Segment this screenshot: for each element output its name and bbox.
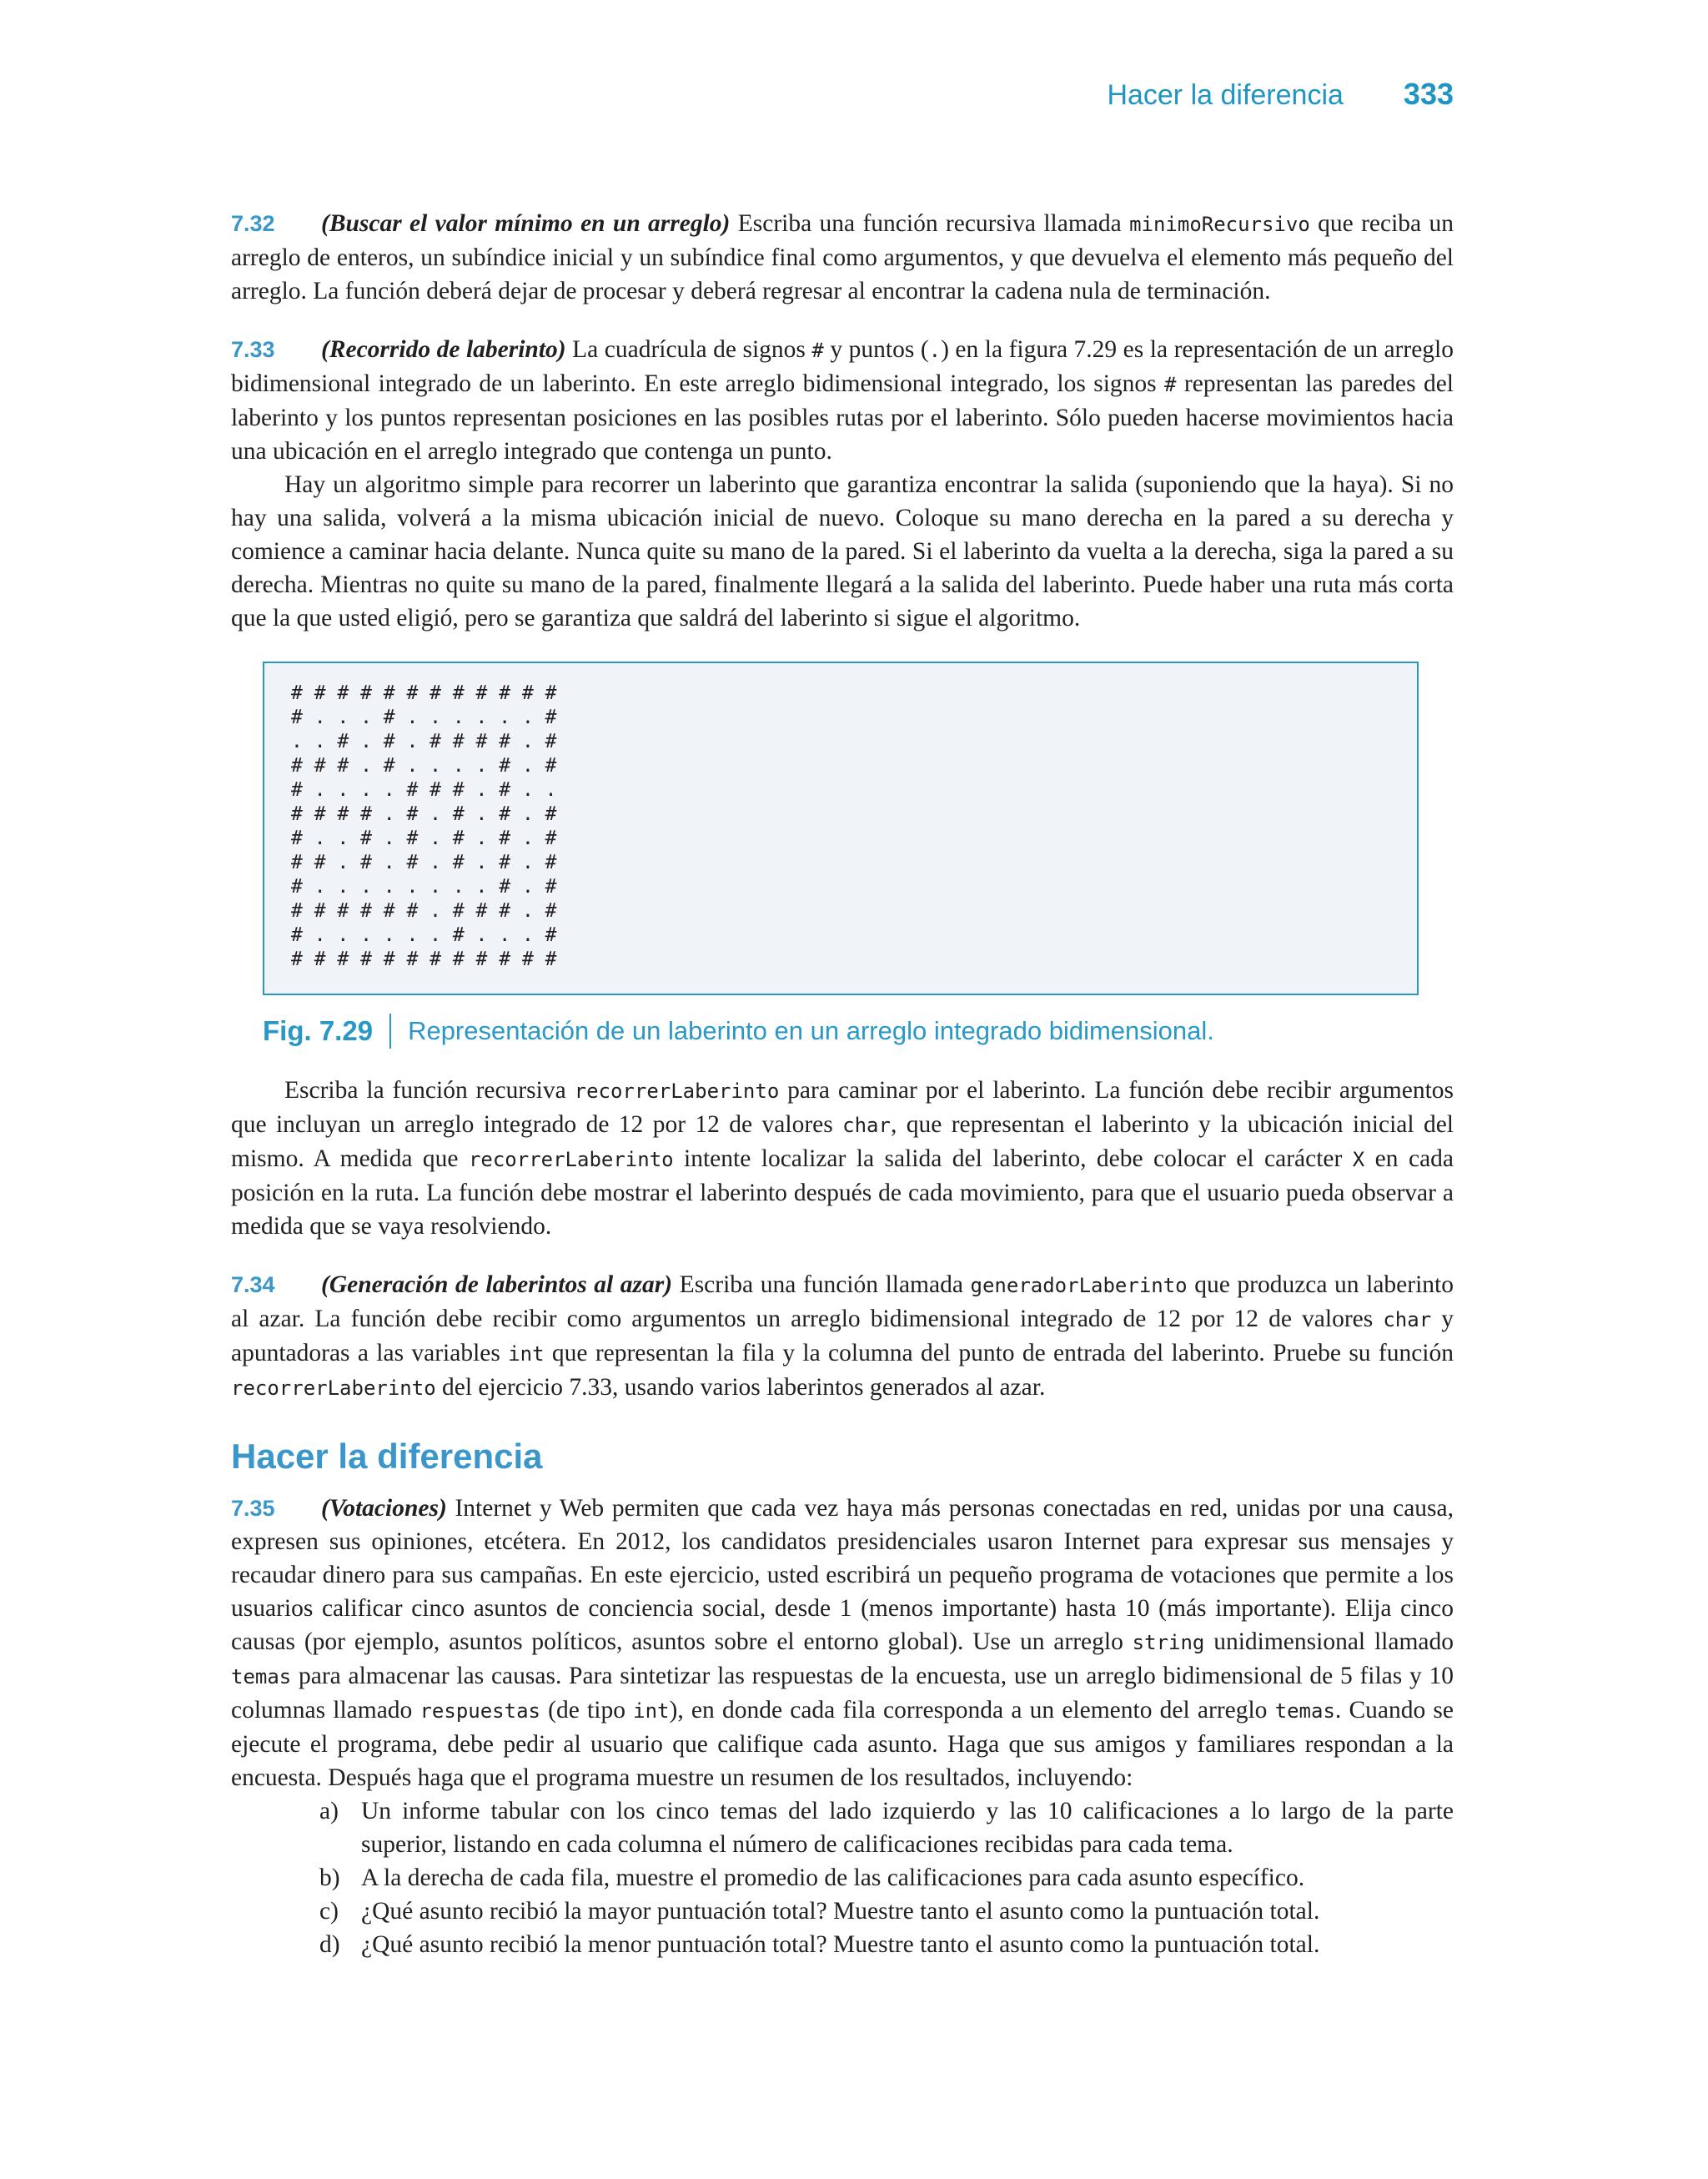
list-item-text: ¿Qué asunto recibió la menor puntuación total? Muestre tanto el asunto como la puntuación total. bbox=[361, 1931, 1320, 1958]
maze-row: # . . . . . . . . # . # bbox=[291, 876, 557, 898]
list-item-label: b) bbox=[319, 1864, 340, 1891]
exercise-text: La cuadrícula de signos bbox=[565, 336, 812, 363]
exercise-number: 7.35 bbox=[231, 1496, 275, 1521]
exercise-title: (Recorrido de laberinto) bbox=[321, 336, 566, 363]
maze-row: # . . . # . . . . . . # bbox=[291, 707, 557, 728]
list-item bbox=[319, 1928, 1454, 1961]
list-item-text: ¿Qué asunto recibió la mayor puntuación total? Muestre tanto el asunto como la puntuación total. bbox=[361, 1898, 1320, 1925]
exercise-text: que representan la fila y la columna del punto de entrada del laberinto. Pruebe su función bbox=[544, 1340, 1454, 1366]
code-inline: generadorLaberinto bbox=[970, 1274, 1188, 1297]
exercise-7-33-paragraph-2: Hay un algoritmo simple para recorrer un laberinto que garantiza encontrar la salida (suponiendo que la haya). Si no hay una salida, volverá a la misma ubicación inicial de nuevo. Coloque su mano derecha en la pared a su derecha y comience a caminar hacia delante. Nunca quite su mano de la pared. Si el laberinto da vuelta a la derecha, siga la pared a su derecha. Mientras no quite su mano de la pared, finalmente llegará a la salida del laberinto. Puede haber una ruta más corta que la que usted eligió, pero se garantiza que saldrá del laberinto si sigue el algoritmo. bbox=[231, 471, 1454, 632]
maze-row: # # # # # # # # # # # # bbox=[291, 949, 557, 970]
code-inline: string bbox=[1132, 1631, 1205, 1654]
maze-row: # # . # . # . # . # . # bbox=[291, 852, 557, 873]
figure-label: Fig. 7.29 bbox=[263, 1015, 374, 1046]
maze-figure-box bbox=[263, 662, 1419, 995]
exercise-text: que produzca un laberinto al azar. La función debe recibir como argumentos un arreglo bidimensional integrado de 12 por 12 de valores bbox=[231, 1271, 1454, 1332]
exercise-number: 7.33 bbox=[231, 337, 275, 362]
body-text: , que representan el laberinto y la ubicación inicial del mismo. A medida que bbox=[231, 1111, 1454, 1172]
exercise-text: . Cuando se ejecute el programa, debe pedir al usuario que califique cada asunto. Haga que sus amigos y familiares respondan a la encuesta. Después haga que el programa muestre un resumen de los resultados, incluyendo: bbox=[231, 1697, 1454, 1791]
code-inline: char bbox=[1383, 1308, 1432, 1331]
code-inline: # bbox=[811, 339, 824, 362]
code-inline: respuestas bbox=[419, 1699, 540, 1723]
exercise-7-32 bbox=[231, 207, 1454, 308]
maze-row: # # # # # # # # # # # # bbox=[291, 682, 557, 704]
exercise-text: Escriba una función recursiva llamada bbox=[730, 210, 1130, 237]
exercise-title: (Generación de laberintos al azar) bbox=[321, 1271, 673, 1298]
code-inline: int bbox=[508, 1342, 545, 1366]
list-item-label: c) bbox=[319, 1898, 339, 1925]
list-item bbox=[319, 1861, 1454, 1895]
code-inline: # bbox=[1164, 373, 1177, 396]
maze-row: # # # # # # . # # # . # bbox=[291, 900, 557, 922]
maze-function-paragraph bbox=[231, 1074, 1454, 1243]
maze-row: # . . . . # # # . # . . bbox=[291, 779, 557, 801]
exercise-7-34 bbox=[231, 1268, 1454, 1405]
results-list bbox=[319, 1794, 1454, 1961]
code-inline: minimoRecursivo bbox=[1129, 213, 1310, 236]
exercise-text: que reciba un arreglo de enteros, un subíndice inicial y un subíndice final como argumentos, y que devuelva el elemento más pequeño del arreglo. La función deberá dejar de procesar y deberá regresar al encontrar la cadena nula de terminación. bbox=[231, 210, 1454, 304]
exercise-text: (de tipo bbox=[540, 1697, 634, 1724]
maze-row: # . . # . # . # . # . # bbox=[291, 828, 557, 849]
code-inline: recorrerLaberinto bbox=[468, 1148, 674, 1171]
list-item bbox=[319, 1895, 1454, 1928]
exercise-text: representan las paredes del laberinto y los puntos representan posiciones en las posibles rutas por el laberinto. Sólo pueden hacerse movimientos hacia una ubicación en el arreglo integrado que contenga un punto. bbox=[231, 370, 1454, 465]
body-text: en cada posición en la ruta. La función debe mostrar el laberinto después de cada movimiento, para que el usuario pueda observar a medida que se vaya resolviendo. bbox=[231, 1145, 1454, 1240]
page-number: 333 bbox=[1403, 77, 1454, 111]
body-text: intente localizar la salida del laberinto, debe colocar el carácter bbox=[673, 1145, 1353, 1172]
code-inline: recorrerLaberinto bbox=[231, 1376, 436, 1400]
maze-row: # . . . . . . # . . . # bbox=[291, 924, 557, 946]
figure-caption bbox=[263, 1014, 1454, 1049]
maze-row: # # # # . # . # . # . # bbox=[291, 803, 557, 825]
running-header bbox=[1107, 77, 1454, 112]
exercise-text: Escriba una función llamada bbox=[672, 1271, 971, 1298]
exercise-text: para almacenar las causas. Para sintetizar las respuestas de la encuesta, use un arreglo bidimensional de 5 filas y 10 columnas llamado bbox=[231, 1663, 1454, 1724]
body-text: para caminar por el laberinto. La función debe recibir argumentos que incluyan un arreglo integrado de 12 por 12 de valores bbox=[231, 1077, 1454, 1138]
exercise-text: y apuntadoras a las variables bbox=[231, 1306, 1454, 1366]
exercise-number: 7.34 bbox=[231, 1272, 275, 1297]
code-inline: . bbox=[928, 339, 942, 362]
exercise-7-33 bbox=[231, 333, 1454, 468]
code-inline: temas bbox=[1274, 1699, 1335, 1723]
page-body bbox=[231, 207, 1454, 1961]
list-item-label: d) bbox=[319, 1931, 340, 1958]
list-item bbox=[319, 1794, 1454, 1861]
figure-caption-text: Representación de un laberinto en un arreglo integrado bidimensional. bbox=[408, 1016, 1214, 1045]
code-inline: temas bbox=[231, 1665, 292, 1688]
list-item-text: Un informe tabular con los cinco temas del lado izquierdo y las 10 calificaciones a lo largo de la parte superior, listando en cada columna el número de calificaciones recibidas para cada tema. bbox=[361, 1798, 1454, 1858]
running-header-section: Hacer la diferencia bbox=[1107, 79, 1344, 111]
exercise-number: 7.32 bbox=[231, 211, 275, 236]
list-item-text: A la derecha de cada fila, muestre el promedio de las calificaciones para cada asunto específico. bbox=[361, 1864, 1305, 1891]
exercise-text: del ejercicio 7.33, usando varios laberintos generados al azar. bbox=[435, 1374, 1046, 1401]
code-inline: recorrerLaberinto bbox=[574, 1079, 780, 1103]
exercise-text: y puntos ( bbox=[823, 336, 929, 363]
exercise-7-35 bbox=[231, 1492, 1454, 1794]
exercise-text: ) en la figura 7.29 es la representación de un arreglo bidimensional integrado de un laberinto. En este arreglo bidimensional integrado, los signos bbox=[231, 336, 1454, 397]
exercise-title: (Buscar el valor mínimo en un arreglo) bbox=[321, 210, 731, 237]
list-item-label: a) bbox=[319, 1798, 339, 1824]
exercise-title: (Votaciones) bbox=[321, 1495, 447, 1522]
exercise-text: unidimensional llamado bbox=[1204, 1628, 1454, 1655]
section-heading: Hacer la diferencia bbox=[231, 1437, 543, 1476]
maze-row: . . # . # . # # # # . # bbox=[291, 731, 557, 752]
code-inline: char bbox=[842, 1114, 891, 1137]
exercise-text: ), en donde cada fila corresponda a un elemento del arreglo bbox=[669, 1697, 1275, 1724]
code-inline: int bbox=[633, 1699, 670, 1723]
caption-divider bbox=[389, 1014, 391, 1049]
code-inline: X bbox=[1352, 1148, 1365, 1171]
exercise-text: Internet y Web permiten que cada vez haya más personas conectadas en red, unidas por una causa, expresen sus opiniones, etcétera. En 2012, los candidatos presidenciales usaron Internet para expresar sus mensajes y recaudar dinero para sus campañas. En este ejercicio, usted escribirá un pequeño programa de votaciones que permite a los usuarios calificar cinco asuntos de conciencia social, desde 1 (menos importante) hasta 10 (más importante). Elija cinco causas (por ejemplo, asuntos políticos, asuntos sobre el entorno global). Use un arreglo bbox=[231, 1495, 1454, 1655]
body-text: Escriba la función recursiva bbox=[284, 1077, 575, 1104]
maze-row: # # # . # . . . . # . # bbox=[291, 755, 557, 777]
